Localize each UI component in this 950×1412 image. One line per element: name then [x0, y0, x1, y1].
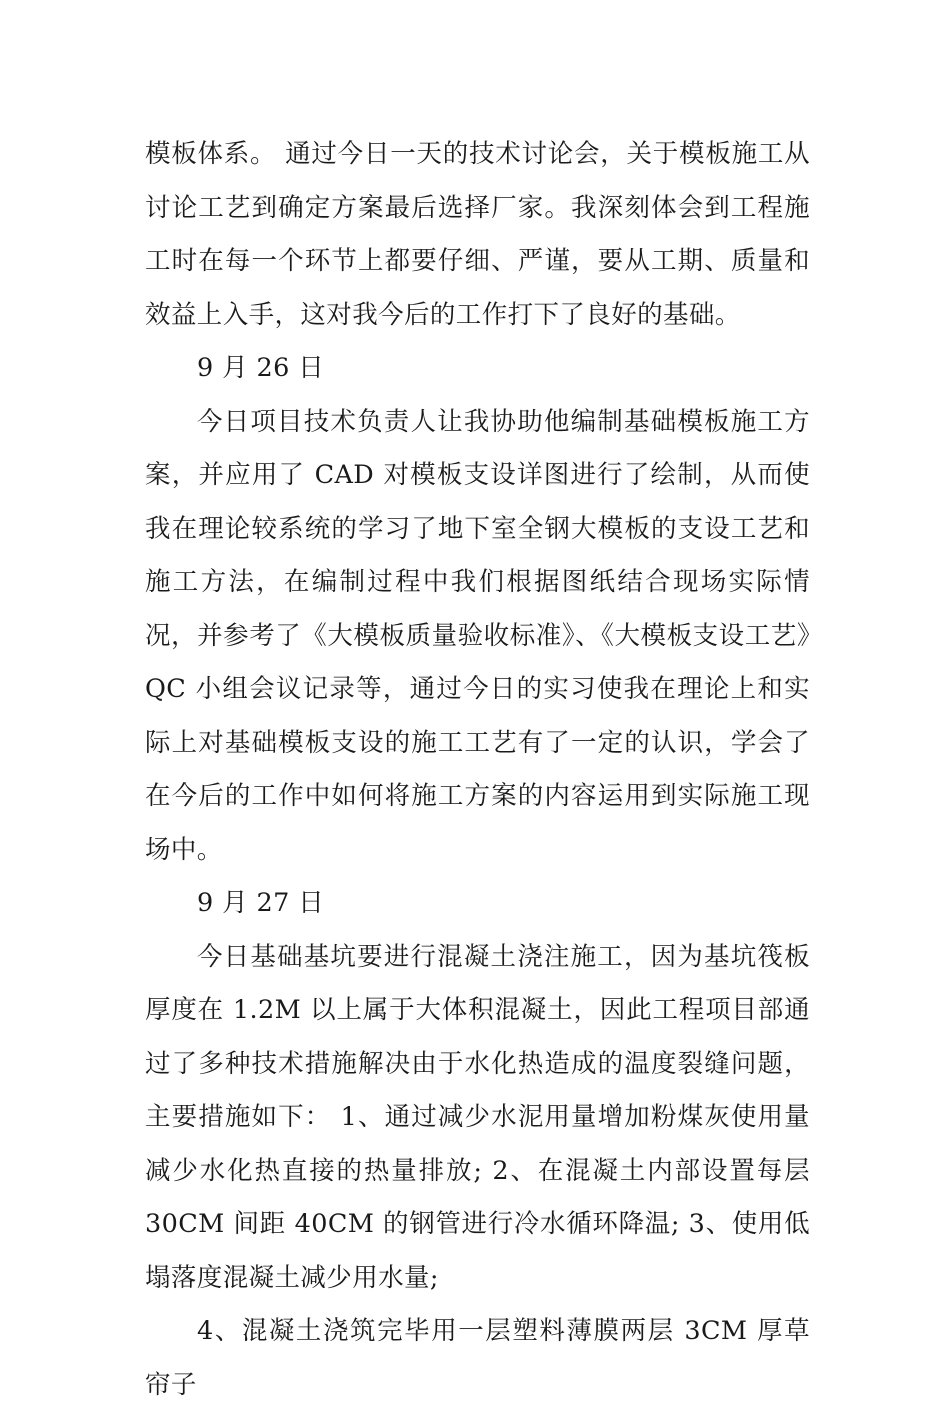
paragraph-formwork-plan: 今日项目技术负责人让我协助他编制基础模板施工方案，并应用了 CAD 对模板支设详图进行了绘制，从而使我在理论较系统的学习了地下室全钢大模板的支设工艺和施工方法，在编制过程中我们根据图纸结合现场实际情况，并参考了《大模板质量验收标准》、《大模板支设工艺》QC 小组会议记录等，通过今日的实习使我在理论上和实际上对基础模板支设的施工工艺有了一定的认识，学会了在今后的工作中如何将施工方案的内容运用到实际施工现场中。: [145, 406, 810, 865]
body-text: [145, 128, 810, 1412]
paragraph-concrete-pouring: 今日基础基坑要进行混凝土浇注施工，因为基坑筏板厚度在 1.2M 以上属于大体积混凝土，因此工程项目部通过了多种技术措施解决由于水化热造成的温度裂缝问题，主要措施如下： 1、通过减少水泥用量增加粉煤灰使用量减少水化热直接的热量排放; 2、在混凝土内部设置每层 30CM 间距 40CM 的钢管进行冷水循环降温; 3、使用低塌落度混凝土减少用水量;: [145, 941, 810, 1293]
date-sept-27: 9 月 27 日: [197, 888, 325, 918]
date-sept-26: 9 月 26 日: [197, 353, 325, 383]
paragraph-curing-measure: 4、混凝土浇筑完毕用一层塑料薄膜两层 3CM 厚草帘子: [145, 1316, 810, 1400]
paragraph-formwork-discussion: 模板体系。 通过今日一天的技术讨论会，关于模板施工从讨论工艺到确定方案最后选择厂家。我深刻体会到工程施工时在每一个环节上都要仔细、严谨，要从工期、质量和效益上入手，这对我今后的工作打下了良好的基础。: [145, 139, 810, 330]
